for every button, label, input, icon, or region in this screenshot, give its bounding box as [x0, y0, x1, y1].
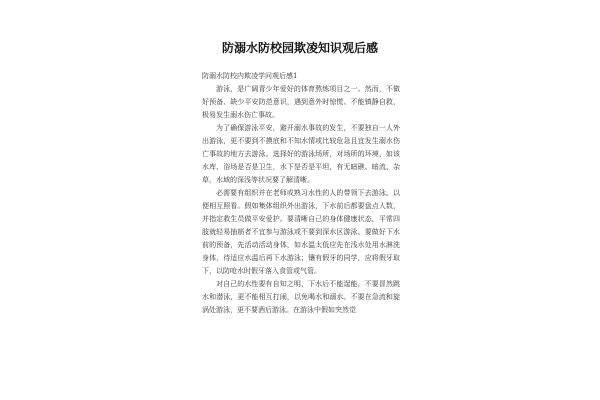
document-title: 防溺水防校园欺凌知识观后感 — [221, 41, 378, 55]
paragraph: 为了确保游泳平安，避开溺水事故的发生，不要独自一人外出游泳，更不要到不摸底和不知水情或比较危急且宜发生溺水伤亡事故的地方去游泳。选择好的游泳场所，对场所的环境，如该水库、浴场是否是卫生，水下是否是平坦，有无暗礁、暗流、杂草，水域的深浅等状况要了解清晰。 — [202, 124, 400, 184]
paragraph: 必需要有组织并在老师或熟习水性的人的带领下去游泳。以便相互照看。假如集体组织外出游泳，下水前后都要盘点人数，并指定救生员做平安爱护。要清晰自己的身体健康状态，平常四肢就轻易抽筋者不宜参与游泳或不要到深水区游泳。要做好下水前的预备，先活动活动身体，如水温太低应先在浅水处用水淋洗身体，待适应水温后再下水游泳；镶有假牙的同学，应将假牙取下，以防呛水时假牙落入食管或气管。 — [202, 189, 400, 275]
paragraph: 对自己的水性要有自知之明，下水后不能逞能，不要冒然跳水和潜泳，更不能相互打闹，以免喝水和溺水。不要在急流和旋涡处游泳，更不要酒后游泳。在游泳中假如突然觉 — [202, 280, 400, 314]
document-subtitle: 防溺水防校内欺凌学问观后感1 — [202, 72, 298, 80]
paragraph: 游泳，是广阔青少年爱好的体育熬炼项目之一。然而，不做好预备、缺少平安防范意识，遇到意外时惊慌、不能镇静自救，极易发生溺水伤亡事故。 — [202, 85, 400, 119]
document-body — [202, 70, 400, 317]
